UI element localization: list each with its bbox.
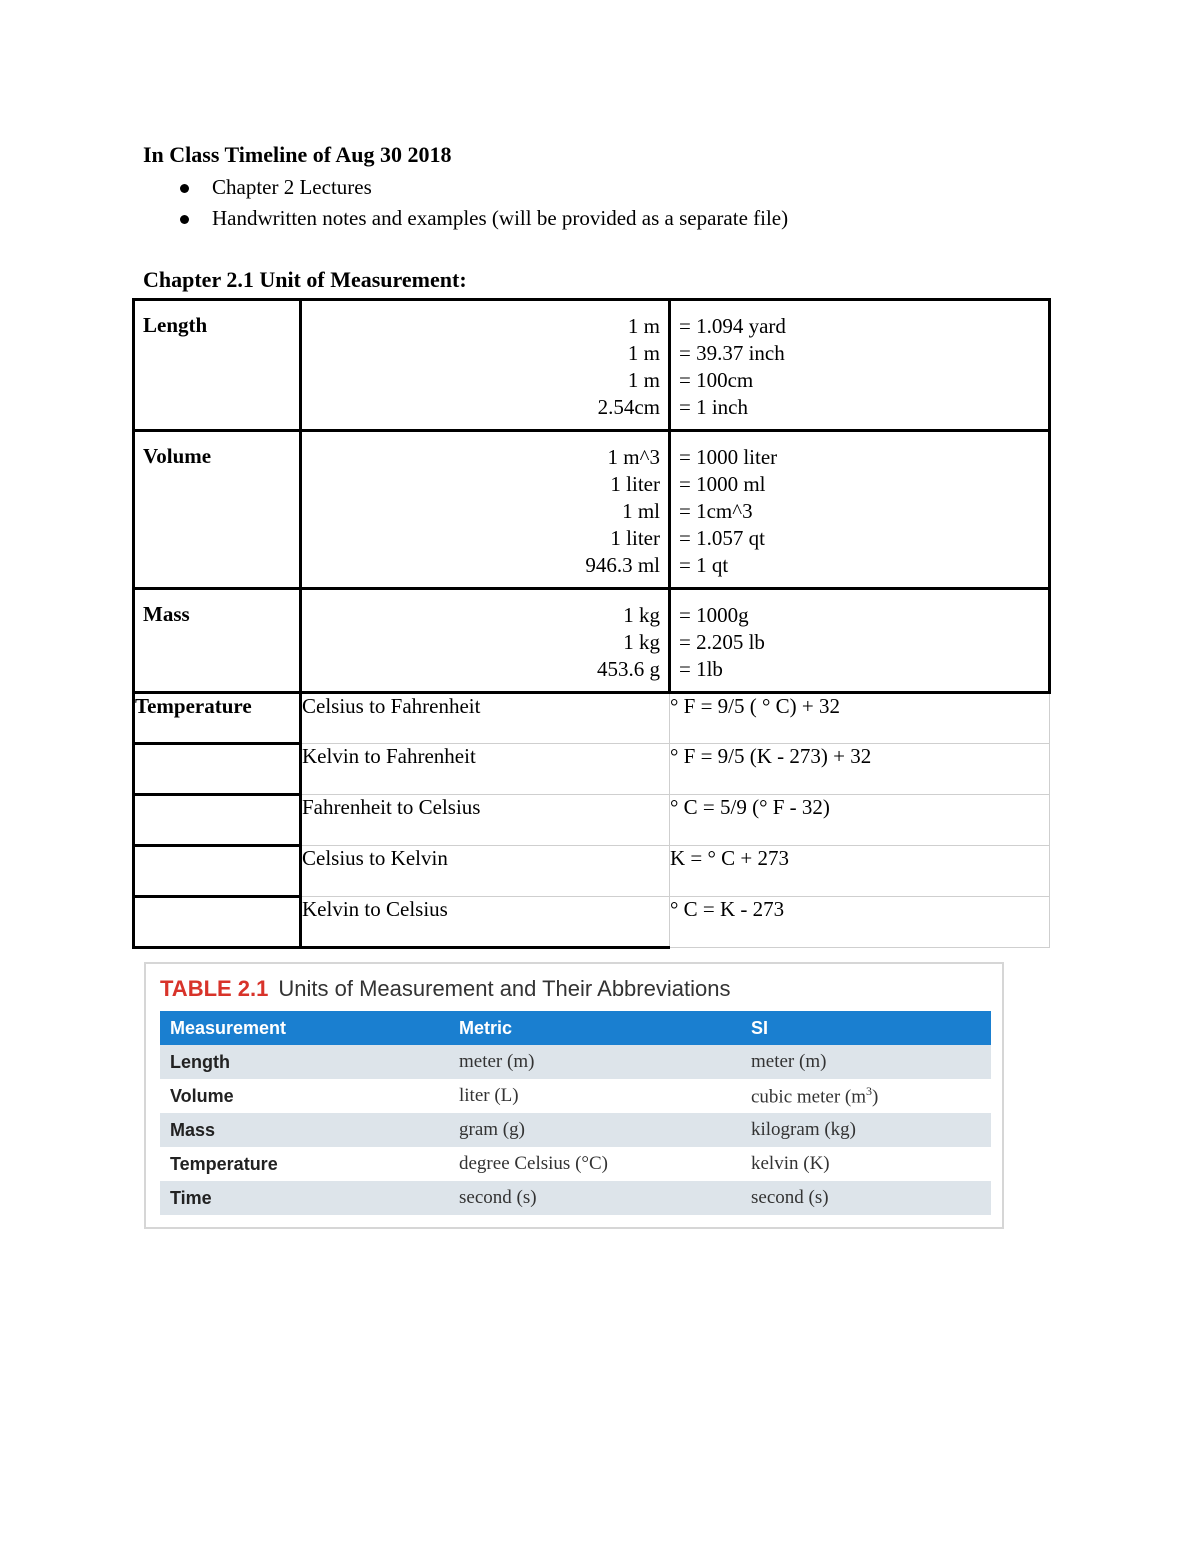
lhs-cell: 1 m^3 1 liter 1 ml 1 liter 946.3 ml: [301, 431, 670, 589]
list-item: Handwritten notes and examples (will be provided as a separate file): [180, 203, 788, 234]
rhs-cell: = 1.094 yard = 39.37 inch = 100cm = 1 inch: [670, 300, 1050, 431]
table-row: [134, 300, 1050, 431]
table-row: [134, 744, 1050, 795]
textbook-table-caption: [160, 976, 730, 1002]
textbook-table: [160, 1011, 991, 1215]
conversion-formula: ° C = K - 273: [670, 897, 1050, 948]
lhs-cell: 1 m 1 m 1 m 2.54cm: [301, 300, 670, 431]
conversion-name: Celsius to Fahrenheit: [301, 693, 670, 744]
category-cell: [134, 897, 301, 948]
conversion-name: Kelvin to Fahrenheit: [301, 744, 670, 795]
table-row: [134, 589, 1050, 693]
units-table: [132, 298, 1051, 949]
table-row: Length meter (m) meter (m): [160, 1045, 991, 1079]
lhs-cell: 1 kg 1 kg 453.6 g: [301, 589, 670, 693]
table-row: Temperature degree Celsius (°C) kelvin (K): [170, 1153, 830, 1174]
bullet-icon: [180, 184, 189, 193]
conversion-formula: ° C = 5/9 (° F - 32): [670, 795, 1050, 846]
column-header: SI: [741, 1011, 991, 1045]
section-title: Chapter 2.1 Unit of Measurement:: [143, 267, 467, 292]
table-row: Volume liter (L) cubic meter $(m^3)$: [170, 1083, 879, 1108]
table-row: [134, 795, 1050, 846]
rhs-cell: = 1000g = 2.205 lb = 1lb: [670, 589, 1050, 693]
conversion-name: Celsius to Kelvin: [301, 846, 670, 897]
table-row: [134, 897, 1050, 948]
conversion-formula: K = ° C + 273: [670, 846, 1050, 897]
table-row: [134, 693, 1050, 744]
category-cell: [134, 744, 301, 795]
category-cell: Length: [134, 300, 301, 431]
page-title: In Class Timeline of Aug 30 2018: [143, 142, 452, 167]
category-cell: Temperature: [134, 693, 301, 744]
conversion-formula: ° F = 9/5 ( ° C) + 32: [670, 693, 1050, 744]
list-item: Chapter 2 Lectures: [180, 172, 788, 203]
category-cell: [134, 846, 301, 897]
bullet-icon: [180, 215, 189, 224]
category-cell: [134, 795, 301, 846]
conversion-name: Kelvin to Celsius: [301, 897, 670, 948]
conversion-name: Fahrenheit to Celsius: [301, 795, 670, 846]
rhs-cell: = 1000 liter = 1000 ml = 1cm^3 = 1.057 qt = 1 qt: [670, 431, 1050, 589]
category-cell: Volume: [134, 431, 301, 589]
table-row: [134, 846, 1050, 897]
table-row: Time second (s) second (s): [160, 1181, 991, 1215]
table-header-row: [160, 1011, 991, 1045]
bullet-list: [180, 172, 788, 234]
table-label: TABLE 2.1: [160, 976, 269, 1001]
column-header: Metric: [449, 1011, 741, 1045]
table-row: Mass gram (g) kilogram (kg): [160, 1113, 991, 1147]
table-caption-text: Units of Measurement and Their Abbreviations: [278, 976, 731, 1001]
column-header: Measurement: [160, 1011, 449, 1045]
category-cell: Mass: [134, 589, 301, 693]
textbook-table-image: [144, 962, 1004, 1229]
conversion-formula: ° F = 9/5 (K - 273) + 32: [670, 744, 1050, 795]
table-row: [134, 431, 1050, 589]
